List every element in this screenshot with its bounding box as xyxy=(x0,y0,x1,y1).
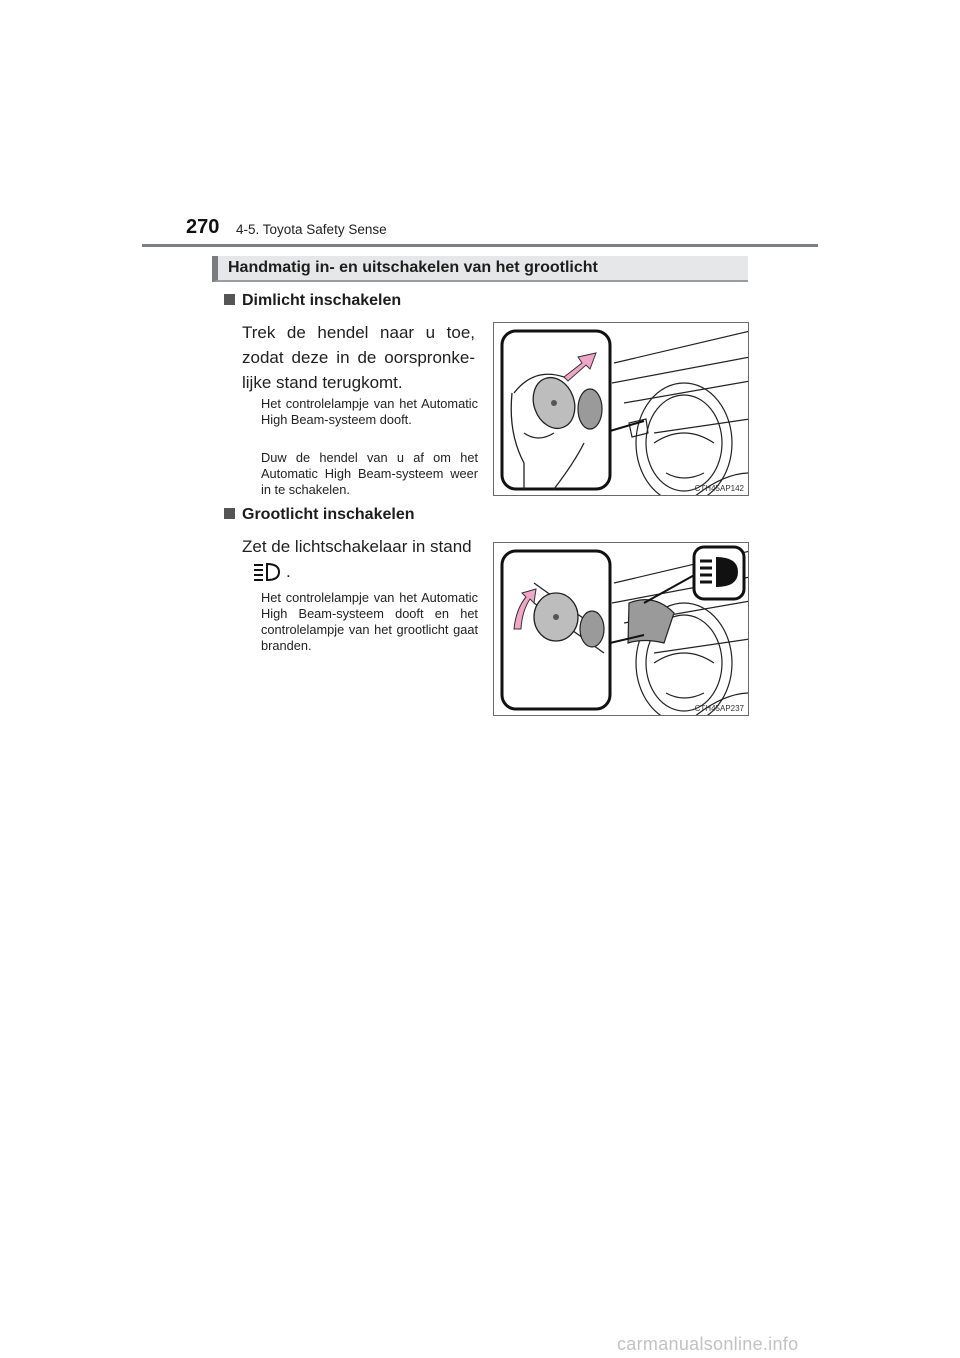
sub-heading-low-beam xyxy=(224,292,401,310)
breadcrumb: 4-5. Toyota Safety Sense xyxy=(236,222,387,237)
header-rule xyxy=(142,244,818,247)
body-text-high-beam xyxy=(242,534,475,589)
sub-heading-label: Dimlicht inschakelen xyxy=(242,292,402,309)
note-low-beam-1: Het controlelampje van het Automatic High Beam-systeem dooft. xyxy=(261,396,478,427)
body-text-end: . xyxy=(286,562,291,581)
square-bullet-icon xyxy=(224,508,235,519)
watermark: carmanualsonline.info xyxy=(617,1334,799,1354)
lever-pull-illustration xyxy=(494,323,749,496)
figure-code: CTH45AP237 xyxy=(694,704,744,713)
high-beam-icon xyxy=(252,562,280,589)
body-text-content: Zet de lichtschakelaar in stand xyxy=(242,537,472,556)
page-number: 270 xyxy=(186,216,220,238)
square-bullet-icon xyxy=(224,294,235,305)
figure-low-beam xyxy=(493,322,749,496)
lever-push-illustration xyxy=(494,543,749,716)
sub-heading-high-beam xyxy=(224,506,414,524)
note-high-beam-1: Het controlelampje van het Automatic High Beam-systeem dooft en het controlelampje van het grootlicht gaat branden. xyxy=(261,590,478,653)
figure-high-beam xyxy=(493,542,749,716)
note-low-beam-2: Duw de hendel van u af om het Automatic High Beam-systeem weer in te schakelen. xyxy=(261,450,478,497)
section-heading: Handmatig in- en uitschakelen van het grootlicht xyxy=(212,256,748,282)
sub-heading-label: Grootlicht inschakelen xyxy=(242,506,415,523)
figure-code: CTH45AP142 xyxy=(694,484,744,493)
body-text-low-beam: Trek de hendel naar u toe, zodat deze in de oorspronke-lijke stand terugkomt. xyxy=(242,323,475,392)
